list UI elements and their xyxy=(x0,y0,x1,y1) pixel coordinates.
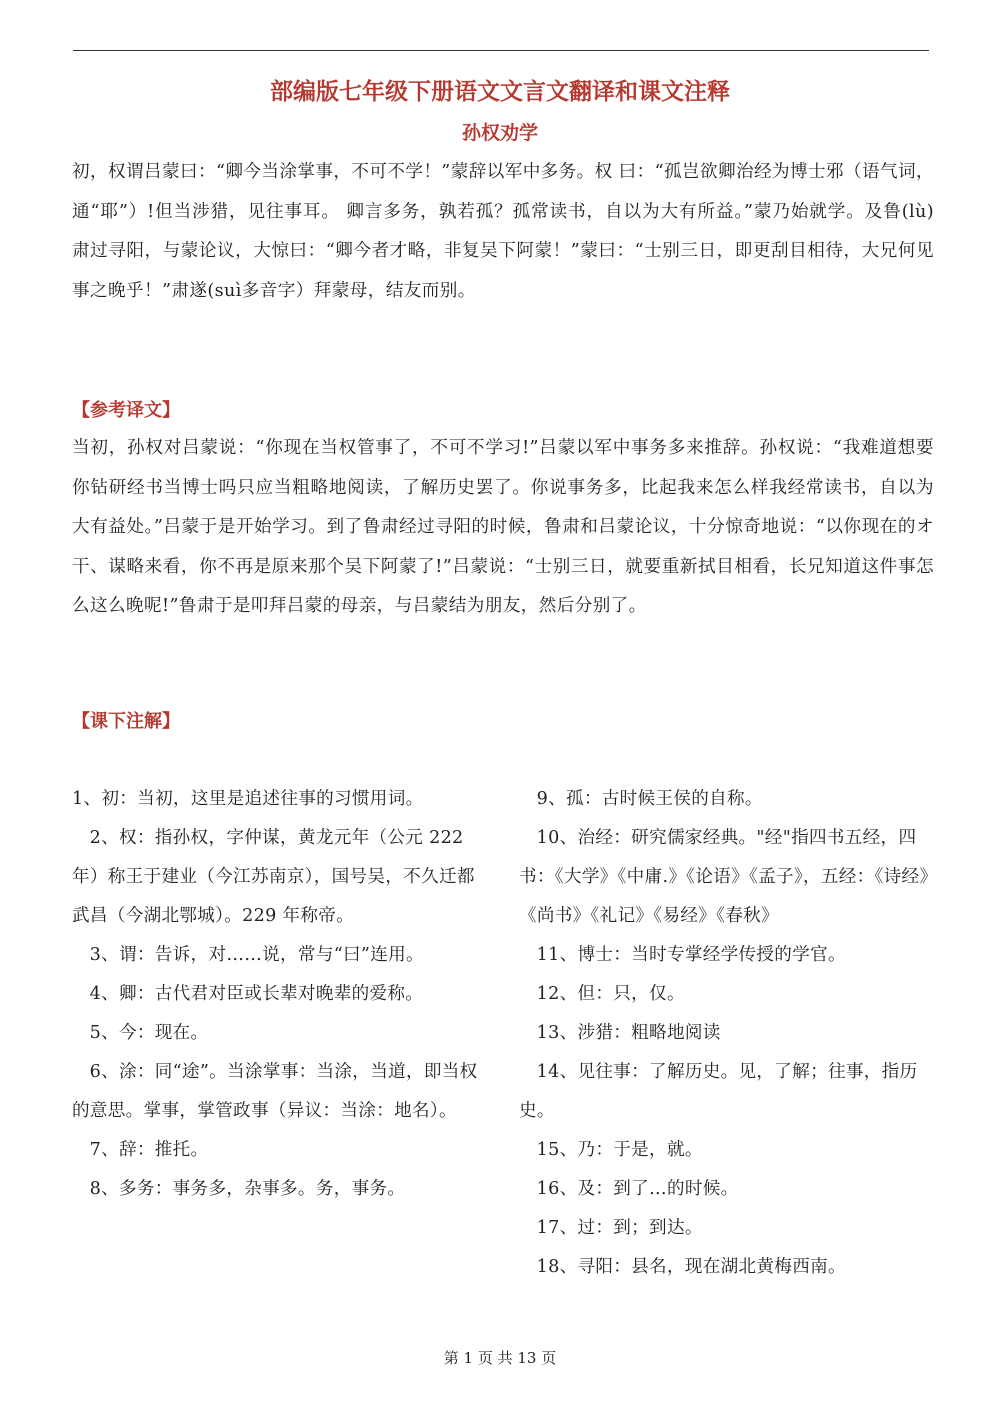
note-item: 7、辞：推托。 xyxy=(89,1140,209,1160)
lesson-title: 孙权劝学 xyxy=(461,122,538,144)
notes-heading: 【课下注解】 xyxy=(72,711,180,732)
note-item: 18、寻阳：县名，现在湖北黄梅西南。 xyxy=(536,1257,846,1277)
note-item: 2、权：指孙权，字仲谋，黄龙元年（公元 222 年）称王于建业（今江苏南京），国号吴，不久迁都武昌（今湖北鄂城）。229 年称帝。 xyxy=(72,828,475,926)
translation-text: 当初，孙权对吕蒙说：“你现在当权管事了，不可不学习!”吕蒙以军中事务多来推辞。孙权说：“我难道想要你钻研经书当博士吗只应当粗略地阅读，了解历史罢了。你说事务多，比起我来怎么样我经常读书，自以为大有益处。”吕蒙于是开始学习。到了鲁肃经过寻阳的时候，鲁肃和吕蒙论议，十分惊奇地说：“以你现在的オ干、谋略来看，你不再是原来那个吴下阿蒙了!”吕蒙说：“士别三日，就要重新拭目相看，长兄知道这件事怎么这么晚呢!”鲁肃于是叩拜吕蒙的母亲，与吕蒙结为朋友，然后分别了。 xyxy=(72,438,934,616)
original-text: 初，权谓吕蒙曰：“卿今当涂掌事，不可不学！”蒙辞以军中多务。权 曰：“孤岂欲卿治经为博士邪（语气词，通“耶”）!但当涉猎，见往事耳。 卿言多务，孰若孤？孤常读书，自以为大有所益。”蒙乃始就学。及鲁(lù) 肃过寻阳，与蒙论议，大惊曰：“卿今者才略，非复吴下阿蒙！”蒙曰：“士别三日，即更刮目相待，大兄何见事之晚乎！”肃遂(suì多音字）拜蒙母，结友而别。 xyxy=(72,162,934,301)
notes-left-column xyxy=(72,780,478,1209)
note-item: 5、今：现在。 xyxy=(89,1023,209,1043)
note-item: 12、但：只，仅。 xyxy=(536,984,685,1004)
notes-right-column xyxy=(519,780,931,1287)
note-item: 11、博士：当时专掌经学传授的学官。 xyxy=(536,945,846,965)
note-item: 6、涂：同“途”。当涂掌事：当涂，当道，即当权的意思。掌事，掌管政事（异议：当涂：地名）。 xyxy=(72,1062,478,1121)
note-item: 8、多务：事务多，杂事多。务，事务。 xyxy=(89,1179,406,1199)
note-item: 15、乃：于是，就。 xyxy=(536,1140,703,1160)
note-item: 16、及：到了…的时候。 xyxy=(536,1179,739,1199)
note-item: 10、治经：研究儒家经典。"经"指四书五经，四书：《大学》《中庸.》《论语》《孟子》，五经：《诗经》《尚书》《礼记》《易经》《春秋》 xyxy=(519,828,929,926)
note-item: 17、过：到；到达。 xyxy=(536,1218,703,1238)
document-title: 部编版七年级下册语文文言文翻译和课文注释 xyxy=(270,79,730,105)
note-item: 3、谓：告诉，对……说，常与“曰”连用。 xyxy=(89,945,424,965)
note-item: 9、孤：古时候王侯的自称。 xyxy=(536,789,763,809)
note-item: 4、卿：古代君对臣或长辈对晚辈的爱称。 xyxy=(89,984,424,1004)
note-item: 14、见往事：了解历史。见，了解；往事，指历史。 xyxy=(519,1062,918,1121)
top-divider xyxy=(73,50,929,51)
note-item: 13、涉猎：粗略地阅读 xyxy=(536,1023,721,1043)
note-item: 1、初：当初，这里是追述往事的习惯用词。 xyxy=(72,789,424,809)
translation-heading: 【参考译文】 xyxy=(72,400,180,421)
page-number: 第 1 页 共 13 页 xyxy=(443,1349,557,1367)
